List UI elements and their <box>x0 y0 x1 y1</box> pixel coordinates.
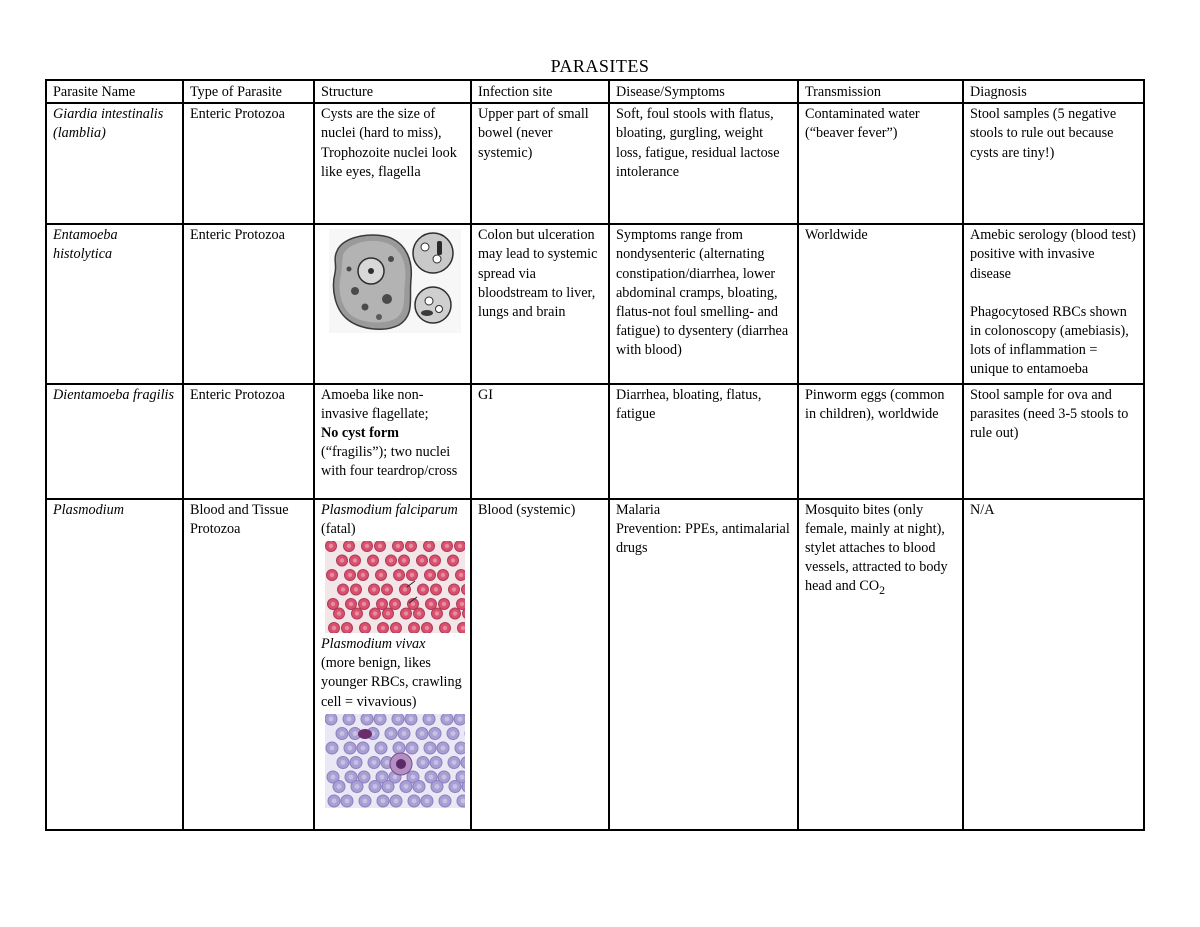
cell-site: Colon but ulceration may lead to systemic spread via bloodstream to liver, lungs and brain <box>471 224 609 383</box>
species-name: Plasmodium falciparum <box>321 501 458 518</box>
diagnosis-paragraph: Phagocytosed RBCs shown in colonoscopy (amebiasis), lots of inflammation = unique to entamoeba <box>970 303 1129 378</box>
cell-diagnosis: N/A <box>963 499 1144 830</box>
cell-type: Blood and Tissue Protozoa <box>183 499 314 830</box>
cell-symptoms <box>609 499 798 830</box>
subscript-2: 2 <box>879 583 885 598</box>
amoeba-micrograph-image <box>329 229 461 333</box>
structure-bold-text: No cyst form <box>321 425 400 442</box>
header-transmission: Transmission <box>798 80 963 103</box>
cell-symptoms: Soft, foul stools with flatus, bloating, gurgling, weight loss, fatigue, residual lactose intolerance <box>609 103 798 224</box>
cell-name <box>46 499 183 830</box>
species-name: Plasmodium vivax <box>321 636 426 653</box>
table-row <box>46 499 1144 830</box>
header-symptoms: Disease/Symptoms <box>609 80 798 103</box>
transmission-text: Mosquito bites (only female, mainly at night), stylet attaches to blood vessels, attracted to body head and CO <box>805 501 948 595</box>
symptoms-text: Malaria <box>616 501 661 518</box>
cell-symptoms: Symptoms range from nondysenteric (alternating constipation/diarrhea, lower abdominal cramps, bloating, flatus-not foul smelling- and fatigue) to dysentery (diarrhea with blood) <box>609 224 798 383</box>
parasites-table <box>45 79 1145 831</box>
cell-structure <box>314 224 471 383</box>
cell-type: Enteric Protozoa <box>183 384 314 499</box>
header-diagnosis: Diagnosis <box>963 80 1144 103</box>
parasite-name: Entamoeba histolytica <box>53 227 118 263</box>
cell-transmission: Worldwide <box>798 224 963 383</box>
diagnosis-paragraph: Amebic serology (blood test) positive with invasive disease <box>970 227 1136 282</box>
cell-transmission: Pinworm eggs (common in children), worldwide <box>798 384 963 499</box>
cell-site: Blood (systemic) <box>471 499 609 830</box>
page-title: PARASITES <box>550 56 650 76</box>
cell-transmission: Contaminated water (“beaver fever”) <box>798 103 963 224</box>
parasite-name: Plasmodium <box>53 501 124 518</box>
cell-name <box>46 384 183 499</box>
falciparum-blood-smear-image <box>325 541 465 633</box>
header-type: Type of Parasite <box>183 80 314 103</box>
cell-transmission <box>798 499 963 830</box>
cell-type: Enteric Protozoa <box>183 103 314 224</box>
structure-text: Amoeba like non-invasive flagellate; <box>321 386 429 422</box>
cell-diagnosis <box>963 224 1144 383</box>
parasite-name: Giardia intestinalis (lamblia) <box>53 106 164 142</box>
vivax-blood-smear-image <box>325 714 465 808</box>
cell-site: GI <box>471 384 609 499</box>
cell-structure: Cysts are the size of nuclei (hard to miss), Trophozoite nuclei look like eyes, flagella <box>314 103 471 224</box>
table-row <box>46 103 1144 224</box>
cell-name <box>46 103 183 224</box>
table-row <box>46 384 1144 499</box>
parasite-name: Dientamoeba fragilis <box>53 386 174 403</box>
cell-symptoms: Diarrhea, bloating, flatus, fatigue <box>609 384 798 499</box>
header-parasite-name: Parasite Name <box>46 80 183 103</box>
cell-structure <box>314 384 471 499</box>
header-structure: Structure <box>314 80 471 103</box>
cell-site: Upper part of small bowel (never systemic) <box>471 103 609 224</box>
cell-name <box>46 224 183 383</box>
cell-type: Enteric Protozoa <box>183 224 314 383</box>
cell-diagnosis: Stool sample for ova and parasites (need 3-5 stools to rule out) <box>963 384 1144 499</box>
cell-diagnosis: Stool samples (5 negative stools to rule out because cysts are tiny!) <box>963 103 1144 224</box>
table-header-row <box>46 80 1144 103</box>
structure-text: (“fragilis”); two nuclei with four teardrop/cross <box>321 444 458 480</box>
cell-structure <box>314 499 471 830</box>
species-note: (fatal) <box>321 520 356 537</box>
species-note: (more benign, likes younger RBCs, crawling cell = vivavious) <box>321 655 462 710</box>
table-row <box>46 224 1144 383</box>
header-infection-site: Infection site <box>471 80 609 103</box>
symptoms-text: Prevention: PPEs, antimalarial drugs <box>616 520 790 557</box>
